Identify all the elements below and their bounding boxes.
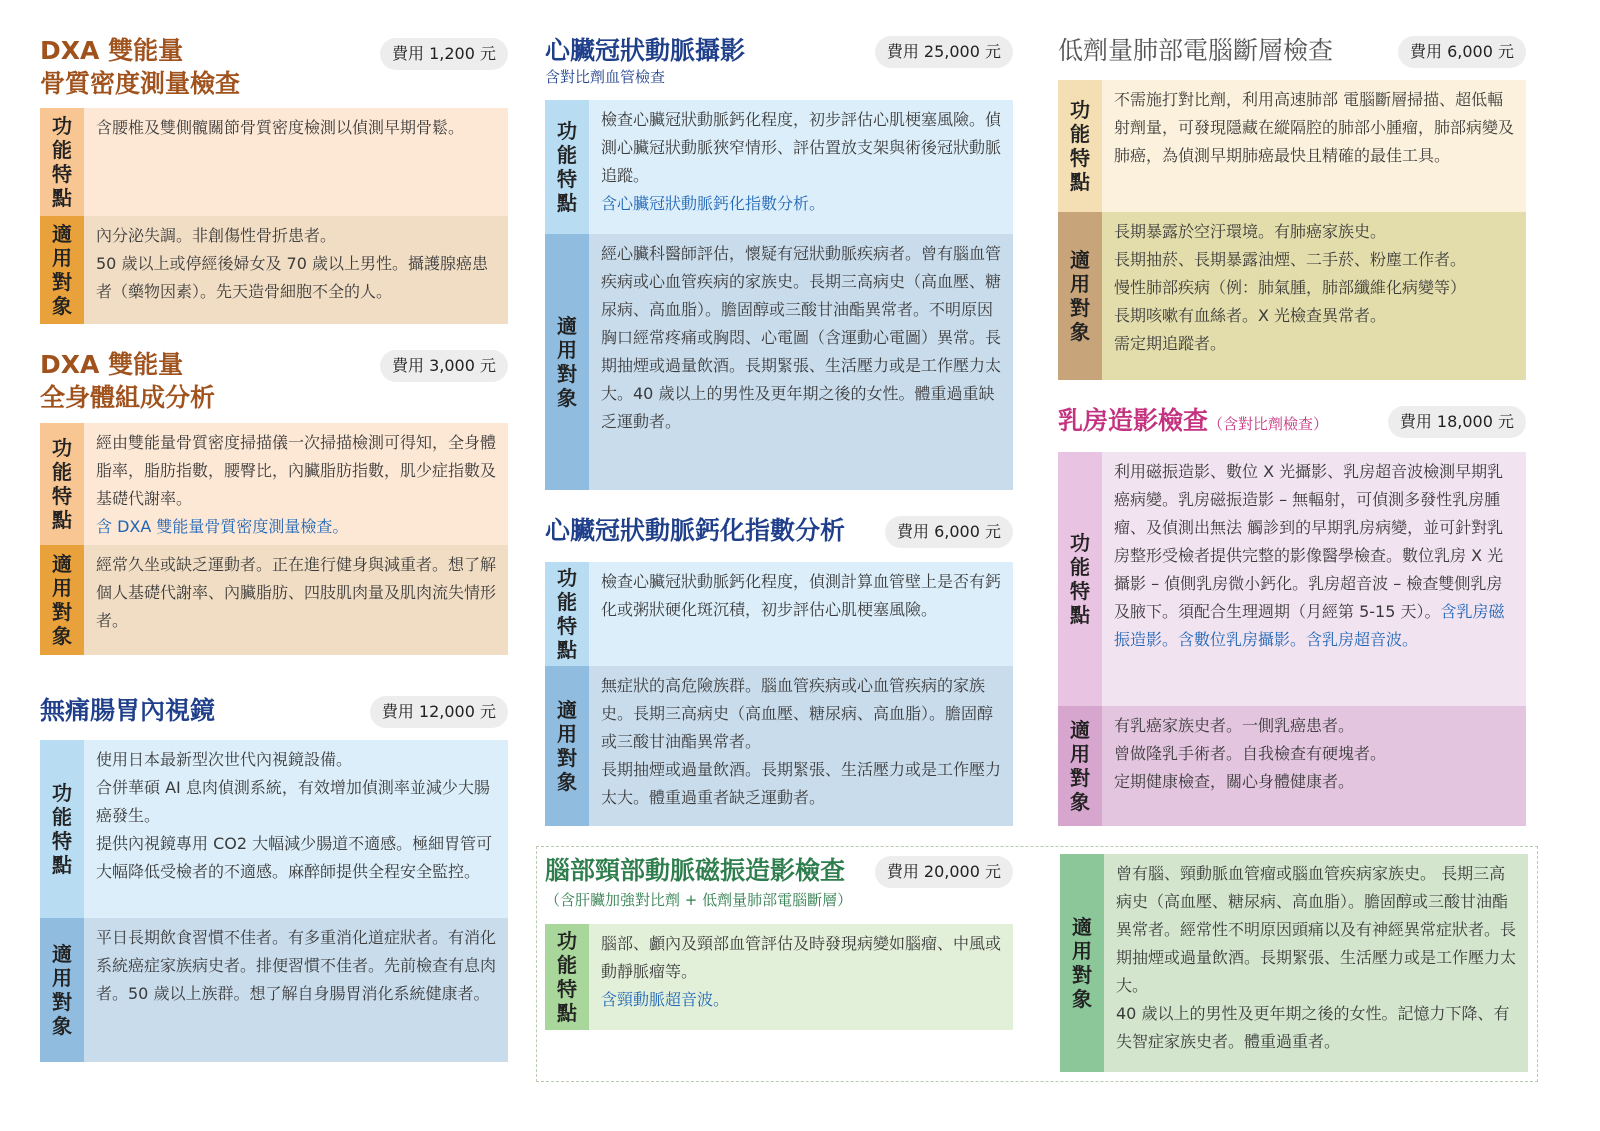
- eligible-text: 長期咳嗽有血絲者。X 光檢查異常者。: [1114, 306, 1387, 325]
- eligible-text: 平日長期飲食習慣不佳者。有多重消化道症狀者。有消化系統癌症家族病史者。排便習慣不佳者。先前檢查有息肉者。50 歲以上族群。想了解自身腸胃消化系統健康者。: [96, 928, 497, 1003]
- features-section: [1058, 80, 1526, 212]
- features-section: [40, 740, 508, 918]
- eligible-text: 慢性肺部疾病（例：肺氣腫，肺部纖維化病變等）: [1114, 278, 1467, 297]
- features-text: 不需施打對比劑，利用高速肺部 電腦斷層掃描、超低輻射劑量，可發現隱藏在縱隔腔的肺部小腫瘤，肺部病變及肺癌，為偵測早期肺癌最快且精確的最佳工具。: [1114, 90, 1515, 165]
- price-badge: 費用 18,000 元: [1388, 406, 1526, 438]
- card-title: 心臟冠狀動脈攝影: [545, 36, 746, 65]
- card-title: DXA 雙能量 全身體組成分析: [40, 350, 216, 412]
- features-label: 功能特點: [40, 108, 84, 216]
- features-text: 經由雙能量骨質密度掃描儀一次掃描檢測可得知，全身體脂率，脂肪指數，腰臀比，內臟脂肪指數，肌少症指數及基礎代謝率。: [96, 433, 497, 508]
- eligible-text: 長期暴露於空汙環境。有肺癌家族史。: [1114, 222, 1387, 241]
- card-dxa-bone-density: [40, 34, 508, 326]
- eligible-text: 曾有腦、頸動脈血管瘤或腦血管疾病家族史。 長期三高病史（高血壓、糖尿病、高血脂）。膽固醇或三酸甘油酯異常者。經常性不明原因頭痛以及有神經異常症狀者。長期抽煙或過量飲酒。長期緊張、生活壓力或是工作壓力太大。: [1116, 864, 1517, 995]
- eligible-text: 長期抽菸、長期暴露油煙、二手菸、粉塵工作者。: [1114, 250, 1467, 269]
- eligible-label: 適用對象: [1060, 854, 1104, 1072]
- card-dxa-body-composition: [40, 348, 508, 656]
- price-badge: 費用 3,000 元: [380, 350, 508, 382]
- features-text: 檢查心臟冠狀動脈鈣化程度，偵測計算血管壁上是否有鈣化或粥狀硬化斑沉積，初步評估心肌梗塞風險。: [601, 572, 1002, 619]
- eligible-section: [545, 234, 1013, 490]
- features-text: 利用磁振造影、數位 X 光攝影、乳房超音波檢測早期乳癌病變。乳房磁振造影 – 無輻射，可偵測多發性乳房腫瘤、及偵測出無法 觸診到的早期乳房病變，並可針對乳房整形受檢者提供完整的影像醫學檢查。數位乳房 X 光攝影 – 偵側乳房微小鈣化。乳房超音波 – 檢查雙側乳房及腋下。須配合生理週期（月經第 5-15 天）。: [1114, 462, 1504, 621]
- features-section: [1058, 452, 1526, 706]
- eligible-label: 適用對象: [545, 234, 589, 490]
- features-note: 含頸動脈超音波。: [601, 990, 730, 1009]
- features-section: [40, 108, 508, 216]
- price-badge: 費用 25,000 元: [875, 36, 1013, 68]
- card-title: 無痛腸胃內視鏡: [40, 696, 216, 725]
- card-title: 乳房造影檢查（含對比劑檢查）: [1058, 406, 1329, 435]
- features-note: 含 DXA 雙能量骨質密度測量檢查。: [96, 517, 349, 536]
- card-title: 腦部頸部動脈磁振造影檢查: [545, 856, 846, 885]
- features-label: 功能特點: [545, 100, 589, 234]
- eligible-label: 適用對象: [40, 545, 84, 655]
- features-label: 功能特點: [1058, 452, 1102, 706]
- eligible-text: 有乳癌家族史者。一側乳癌患者。: [1114, 716, 1355, 735]
- card-calcium-score: [545, 514, 1013, 828]
- card-title: 心臟冠狀動脈鈣化指數分析: [545, 516, 846, 545]
- eligible-section: [40, 918, 508, 1062]
- card-endoscopy: [40, 694, 508, 1064]
- eligible-section: [1058, 706, 1526, 826]
- features-note: 含心臟冠狀動脈鈣化指數分析。: [601, 194, 826, 213]
- features-label: 功能特點: [545, 924, 589, 1030]
- features-text: 使用日本最新型次世代內視鏡設備。: [96, 750, 353, 769]
- features-section: [545, 562, 1013, 666]
- eligible-text: 經常久坐或缺乏運動者。正在進行健身與減重者。想了解個人基礎代謝率、內臟脂肪、四肢肌肉量及肌肉流失情形者。: [96, 555, 497, 630]
- features-text: 腦部、顱內及頸部血管評估及時發現病變如腦瘤、中風或動靜脈瘤等。: [601, 934, 1002, 981]
- eligible-text: 長期抽煙或過量飲酒。長期緊張、生活壓力或是工作壓力太大。體重過重者缺乏運動者。: [601, 760, 1002, 807]
- features-label: 功能特點: [40, 740, 84, 918]
- eligible-text: 經心臟科醫師評估，懷疑有冠狀動脈疾病者。曾有腦血管疾病或心血管疾病的家族史。長期三高病史（高血壓、糖尿病、高血脂）。膽固醇或三酸甘油酯異常者。不明原因胸口經常疼痛或胸悶、心電圖（含運動心電圖）異常。長期抽煙或過量飲酒。長期緊張、生活壓力或是工作壓力太大。40 歲以上的男性及更年期之後的女性。體重過重缺乏運動者。: [601, 244, 1002, 431]
- eligible-section: [40, 216, 508, 324]
- price-badge: 費用 1,200 元: [380, 38, 508, 70]
- card-subtitle: （含肝臟加強對比劑 + 低劑量肺部電腦斷層）: [545, 891, 853, 909]
- card-breast-imaging: [1058, 404, 1526, 828]
- features-text: 檢查心臟冠狀動脈鈣化程度，初步評估心肌梗塞風險。偵測心臟冠狀動脈狹窄情形、評估置放支架與術後冠狀動脈追蹤。: [601, 110, 1002, 185]
- eligible-label: 適用對象: [1058, 212, 1102, 380]
- card-subtitle: 含對比劑血管檢查: [545, 68, 666, 86]
- eligible-text: 50 歲以上或停經後婦女及 70 歲以上男性。攝護腺癌患者（藥物因素）。先天造骨細胞不全的人。: [96, 254, 488, 301]
- features-label: 功能特點: [40, 423, 84, 545]
- features-label: 功能特點: [545, 562, 589, 666]
- eligible-text: 40 歲以上的男性及更年期之後的女性。記憶力下降、有失智症家族史者。體重過重者。: [1116, 1004, 1510, 1051]
- features-section: [40, 423, 508, 545]
- features-text: 合併華碩 AI 息肉偵測系統，有效增加偵測率並減少大腸癌發生。: [96, 778, 490, 825]
- eligible-label: 適用對象: [40, 216, 84, 324]
- eligible-text: 定期健康檢查，關心身體健康者。: [1114, 772, 1355, 791]
- features-label: 功能特點: [1058, 80, 1102, 212]
- features-note: 含乳房磁振造影。含數位乳房攝影。含乳房超音波。: [1114, 602, 1505, 649]
- card-brain-mra-eligible: [1060, 854, 1528, 1072]
- eligible-label: 適用對象: [545, 666, 589, 826]
- eligible-text: 無症狀的高危險族群。腦血管疾病或心血管疾病的家族史。長期三高病史（高血壓、糖尿病、高血脂）。膽固醇或三酸甘油酯異常者。: [601, 676, 994, 751]
- eligible-section: [40, 545, 508, 655]
- price-badge: 費用 6,000 元: [885, 516, 1013, 548]
- card-coronary-cta: [545, 34, 1013, 492]
- eligible-text: 需定期追蹤者。: [1114, 334, 1227, 353]
- card-low-dose-ct: [1058, 34, 1526, 382]
- eligible-text: 曾做隆乳手術者。自我檢查有硬塊者。: [1114, 744, 1387, 763]
- eligible-section: [545, 666, 1013, 826]
- card-brain-mra: [545, 854, 1013, 1034]
- features-text: 含腰椎及雙側髖關節骨質密度檢測以偵測早期骨鬆。: [96, 118, 465, 137]
- features-text: 提供內視鏡專用 CO2 大幅減少腸道不適感。極細胃管可大幅降低受檢者的不適感。麻醉師提供全程安全監控。: [96, 834, 493, 881]
- features-section: [545, 100, 1013, 234]
- eligible-label: 適用對象: [40, 918, 84, 1062]
- price-badge: 費用 12,000 元: [370, 696, 508, 728]
- eligible-text: 內分泌失調。非創傷性骨折患者。: [96, 226, 337, 245]
- eligible-section: [1058, 212, 1526, 380]
- eligible-label: 適用對象: [1058, 706, 1102, 826]
- features-section: [545, 924, 1013, 1030]
- price-badge: 費用 20,000 元: [875, 856, 1013, 888]
- card-title: 低劑量肺部電腦斷層檢查: [1058, 36, 1334, 65]
- card-title: DXA 雙能量 骨質密度測量檢查: [40, 36, 241, 98]
- eligible-section: [1060, 854, 1528, 1072]
- price-badge: 費用 6,000 元: [1398, 36, 1526, 68]
